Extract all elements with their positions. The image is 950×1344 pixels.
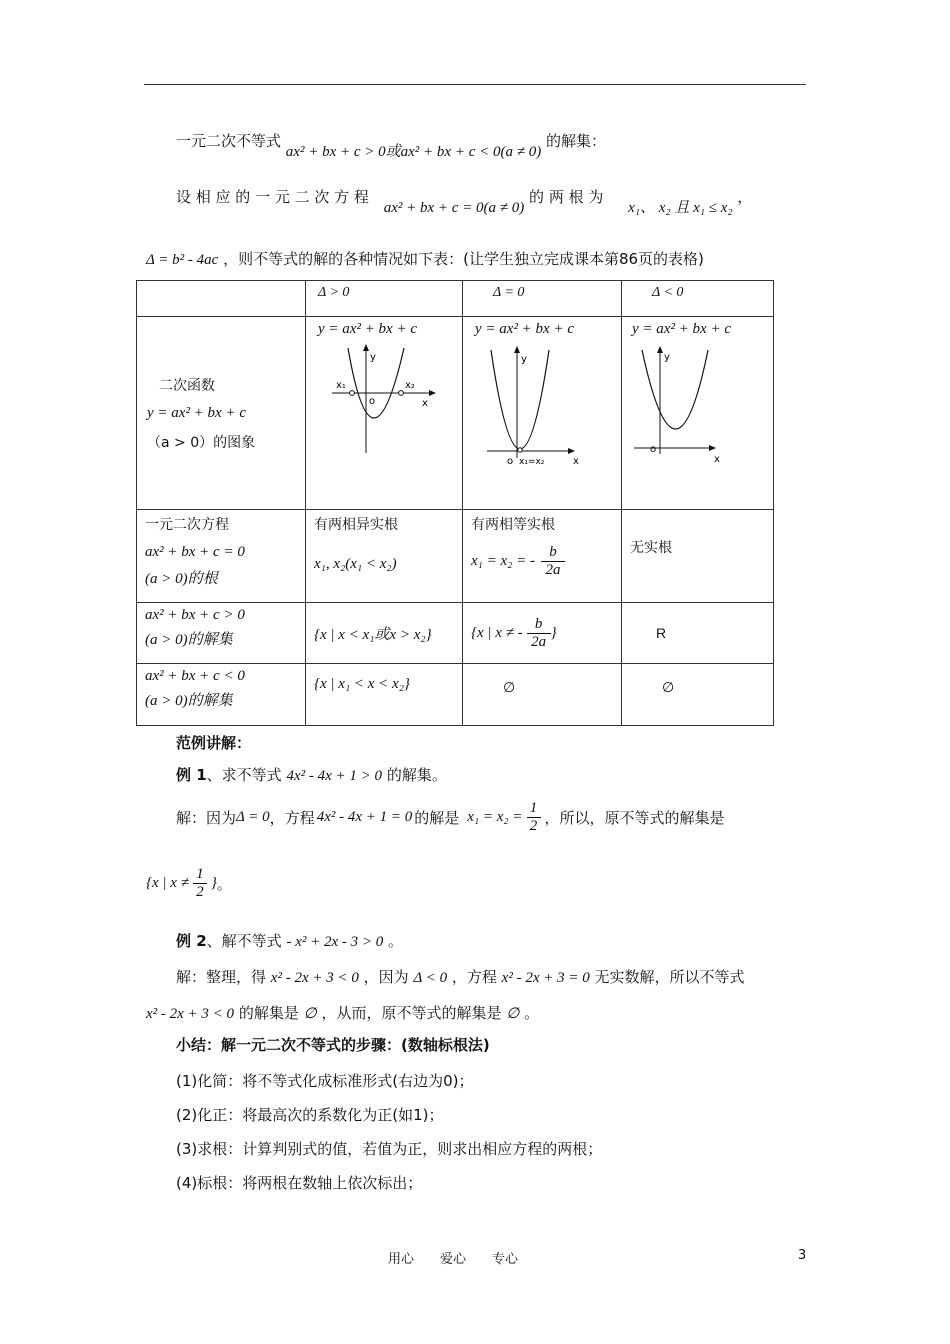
function-label: y = ax² + bx + c	[475, 321, 574, 337]
example-text: 、解不等式	[206, 932, 282, 950]
fraction-den: 2	[196, 884, 204, 900]
fraction-b-over-2a	[541, 544, 565, 579]
empty-set-symbol: ∅	[503, 680, 516, 696]
roots-formula: x₁、 x₂ 且 x₁ ≤ x₂	[628, 200, 733, 216]
page-number: 3	[798, 1248, 807, 1263]
function-label: y = ax² + bx + c	[632, 321, 731, 337]
fraction-num: b	[549, 544, 557, 560]
table-header-row	[137, 281, 774, 317]
fraction-one-half	[193, 866, 207, 901]
y-label: y	[664, 352, 670, 363]
intro-comma: ，	[737, 188, 753, 206]
graph-cell-no-root	[622, 317, 774, 510]
roots-none	[622, 510, 774, 603]
x1-label: x₁	[336, 380, 346, 391]
roots-double	[463, 510, 622, 603]
solution-text: ，方程	[269, 809, 315, 827]
table-row-roots	[137, 510, 774, 603]
table-row-graph	[137, 317, 774, 510]
gt-solution-no-root	[622, 603, 774, 664]
example-label: 例 1	[176, 766, 207, 784]
solution-text: 解：整理，得	[176, 968, 267, 986]
label-line: (a > 0)的根	[145, 571, 218, 587]
roots-formula: x₁ = x₂ = -	[471, 553, 535, 569]
brace-close: }	[550, 624, 557, 641]
solution-2-line-1	[176, 966, 745, 987]
solution-2-line-2	[146, 1002, 539, 1023]
x-arrow	[568, 448, 575, 454]
label-line: （a > 0）的图象	[147, 434, 256, 451]
label-line: 二次函数	[159, 377, 215, 394]
examples-heading: 范例讲解：	[176, 734, 252, 752]
y-arrow	[657, 346, 663, 353]
fraction-num: 1	[529, 800, 538, 816]
root-x2	[399, 391, 404, 396]
roots-two-distinct	[306, 510, 463, 603]
header-rule	[144, 84, 806, 85]
lt-solution-one-root	[463, 664, 622, 726]
example-formula: - x² + 2x - 3 > 0	[286, 934, 384, 950]
label-line: (a > 0)的解集	[145, 632, 233, 648]
fraction-den: 2a	[531, 633, 547, 650]
row-label-graph	[137, 317, 306, 510]
y-label: y	[521, 354, 527, 365]
header-delta-zero: Δ = 0	[463, 281, 622, 317]
gt-solution-one-root	[463, 603, 622, 664]
roots-formula: x₁, x₂(x₁ < x₂)	[314, 556, 397, 572]
example-label: 例 2	[176, 932, 207, 950]
y-label: y	[370, 352, 376, 363]
fraction-num: b	[534, 615, 543, 632]
y-arrow	[363, 344, 369, 351]
x-arrow	[709, 445, 716, 451]
solution-set: {x | x < x₁或x > x₂}	[314, 626, 432, 643]
parabola	[491, 350, 549, 449]
intro-line-3	[146, 248, 704, 269]
empty-set-symbol: ∅	[303, 1006, 317, 1022]
intro-line-2	[176, 186, 753, 216]
origin-label: o	[507, 456, 514, 467]
summary-step: (2)化正：将最高次的系数化为正(如1)；	[176, 1106, 444, 1124]
example-formula: 4x² - 4x + 1 > 0	[286, 768, 383, 784]
x-label: x	[422, 398, 428, 409]
x2-label: x₂	[405, 380, 415, 391]
fraction-den: 2a	[545, 562, 561, 578]
solution-formula: x² - 2x + 3 < 0	[270, 970, 359, 986]
intro-text-suffix: 的解集：	[545, 132, 606, 150]
graph-cell-one-root	[463, 317, 622, 510]
header-empty	[137, 281, 306, 317]
row-label-roots	[137, 510, 306, 603]
solution-text: 无实数解，所以不等式	[594, 968, 745, 986]
function-label: y = ax² + bx + c	[318, 321, 417, 337]
solution-text: ，所以，原不等式的解集是	[544, 809, 725, 827]
roots-desc: 无实根	[630, 540, 672, 556]
roots-desc: 有两相等实根	[471, 517, 555, 533]
header-delta-positive: Δ > 0	[306, 281, 463, 317]
solution-formula: x₁ = x₂ =	[467, 809, 523, 825]
solution-text: ，从而，原不等式的解集是	[321, 1004, 502, 1022]
solution-set: {x | x ≠	[146, 875, 189, 891]
discriminant-formula: Δ = b² - 4ac	[146, 252, 219, 268]
example-1	[176, 764, 447, 785]
solution-formula: 4x² - 4x + 1 = 0	[316, 809, 413, 825]
label-formula: y = ax² + bx + c	[147, 404, 246, 421]
solution-text: ，因为	[363, 968, 409, 986]
fraction-one-half	[527, 800, 541, 835]
parabola	[348, 348, 404, 418]
fraction-den: 2	[529, 818, 538, 834]
x-label: x	[714, 454, 720, 465]
table-row-gt	[137, 603, 774, 664]
solution-set: {x | x ≠ -	[471, 624, 523, 641]
summary-step: (4)标根：将两根在数轴上依次标出；	[176, 1174, 423, 1192]
empty-set-symbol: ∅	[662, 680, 675, 696]
x-label: x	[573, 456, 579, 467]
intro-line-1	[176, 130, 606, 160]
intro-text-mid: 的 两 根 为	[529, 188, 604, 206]
solution-formula: Δ = 0	[236, 809, 270, 825]
period: 。	[524, 1004, 540, 1022]
intro-text: 一元二次不等式	[176, 132, 282, 150]
gt-solution-two-roots	[306, 603, 463, 664]
footer-motto: 用心 爱心 专心	[388, 1252, 519, 1267]
summary-heading: 小结：解一元二次不等式的步骤：(数轴标根法)	[176, 1036, 490, 1054]
solution-text: 的解是	[414, 809, 460, 827]
inequality-formula: ax² + bx + c > 0或ax² + bx + c < 0(a ≠ 0)	[285, 144, 542, 160]
y-arrow	[514, 346, 520, 353]
intro-text: 设 相 应 的 一 元 二 次 方 程	[176, 188, 369, 206]
origin-label: o	[650, 444, 657, 455]
solution-formula: x² - 2x + 3 < 0	[146, 1006, 235, 1022]
parabola-no-root-graph	[628, 338, 768, 468]
label-line: 一元二次方程	[145, 517, 229, 533]
solution-formula: Δ < 0	[413, 970, 448, 986]
header-delta-negative: Δ < 0	[622, 281, 774, 317]
solution-text: 的解集是	[238, 1004, 299, 1022]
origin-label: o	[369, 396, 376, 407]
row-label-gt	[137, 603, 306, 664]
summary-step: (3)求根：计算判别式的值，若值为正，则求出相应方程的两根；	[176, 1140, 603, 1158]
intro-text: ，则不等式的解的各种情况如下表：(让学生独立完成课本第86页的表格)	[223, 250, 704, 268]
x-arrow	[429, 390, 436, 396]
x1-equals-x2-label: x₁=x₂	[519, 457, 545, 467]
period: 。	[216, 875, 232, 893]
row-label-lt	[137, 664, 306, 726]
label-formula: ax² + bx + c > 0	[145, 607, 245, 623]
lt-solution-no-root	[622, 664, 774, 726]
label-line: (a > 0)的解集	[145, 693, 233, 709]
solution-set: R	[656, 624, 667, 641]
example-text: 、求不等式	[206, 766, 282, 784]
solution-set: {x | x₁ < x < x₂}	[314, 676, 410, 692]
empty-set-symbol: ∅	[506, 1006, 520, 1022]
example-2	[176, 930, 403, 951]
root-x1	[350, 391, 355, 396]
table-row-lt	[137, 664, 774, 726]
double-root	[518, 448, 522, 452]
brace-close: }	[210, 875, 217, 891]
fraction-num: 1	[196, 866, 204, 882]
fraction-b-over-2a	[527, 616, 551, 651]
solution-text: 解：因为	[176, 809, 237, 827]
solution-1-line	[176, 800, 725, 835]
label-formula: ax² + bx + c < 0	[145, 668, 245, 684]
solution-formula: x² - 2x + 3 = 0	[501, 970, 590, 986]
parabola	[642, 350, 708, 429]
summary-step: (1)化简：将不等式化成标准形式(右边为0)；	[176, 1072, 474, 1090]
equation-formula: ax² + bx + c = 0(a ≠ 0)	[383, 200, 525, 216]
example-text: 。	[388, 932, 404, 950]
roots-desc: 有两相异实根	[314, 517, 398, 533]
graph-cell-two-roots	[306, 317, 463, 510]
label-formula: ax² + bx + c = 0	[145, 544, 245, 560]
example-text: 的解集。	[386, 766, 447, 784]
parabola-one-root-graph	[469, 338, 609, 468]
solution-text: ，方程	[451, 968, 497, 986]
solution-table	[136, 280, 774, 726]
parabola-two-roots-graph	[312, 338, 452, 468]
lt-solution-two-roots	[306, 664, 463, 726]
solution-1-set	[146, 866, 232, 901]
